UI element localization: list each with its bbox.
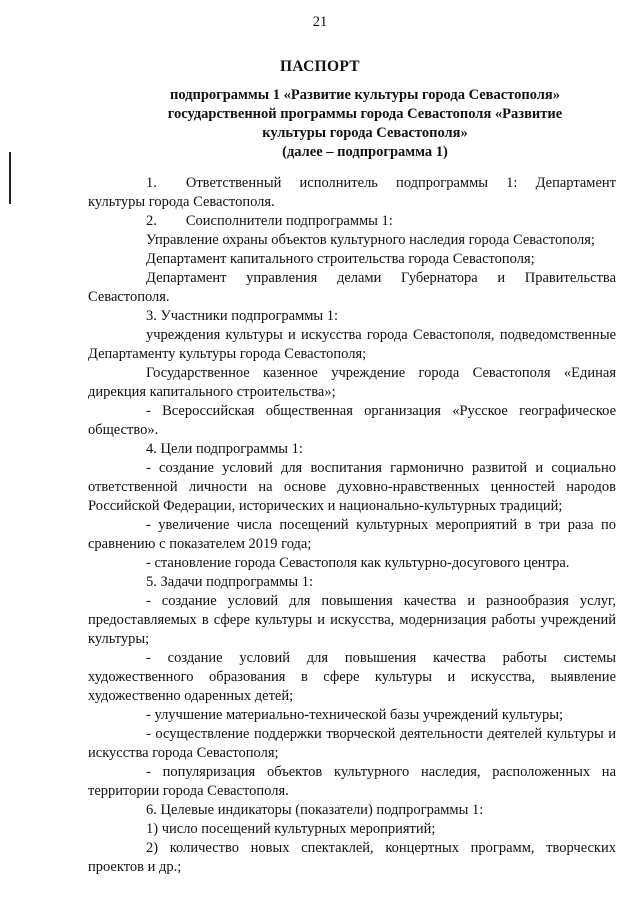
subtitle-line: (далее – подпрограмма 1) [282, 144, 448, 160]
paragraph: - улучшение материально-технической базы учреждений культуры; [146, 707, 564, 723]
paragraph: - создание условий для воспитания гармонично развитой и социально ответственной личности на основе духовно-нравственных ценностей народов Российской Федерации, исторических и национально-культурных традиций; [88, 460, 616, 514]
paragraph-indicators-heading: 6. Целевые индикаторы (показатели) подпрограммы 1: [146, 802, 484, 818]
paragraph: - осуществление поддержки творческой деятельности деятелей культуры и искусства города Севастополя; [88, 726, 616, 761]
paragraph: - популяризация объектов культурного наследия, расположенных на территории города Севастополя. [88, 764, 616, 799]
subtitle-line: культуры города Севастополя» [262, 125, 468, 141]
paragraph: Департамент управления делами Губернатора и Правительства Севастополя. [88, 270, 616, 305]
page-number: 21 [312, 14, 328, 30]
paragraph: - создание условий для повышения качества работы системы художественного образования в сфере культуры и искусства, выявление художественно одаренных детей; [88, 650, 616, 704]
paragraph-responsible-executor: 1. Ответственный исполнитель подпрограммы 1: Департамент культуры города Севастополя. [88, 175, 616, 210]
paragraph-coexecutors-heading: 2. Соисполнители подпрограммы 1: [146, 213, 393, 229]
subtitle-line: подпрограммы 1 «Развитие культуры города Севастополя» [169, 87, 561, 103]
document-subtitle [150, 86, 580, 162]
paragraph: - становление города Севастополя как культурно-досугового центра. [146, 555, 570, 571]
subtitle-line: государственной программы города Севастополя «Развитие [167, 106, 563, 122]
paragraph-participants-heading: 3. Участники подпрограммы 1: [146, 308, 339, 324]
paragraph: - увеличение числа посещений культурных мероприятий в три раза по сравнению с показателем 2019 года; [88, 517, 616, 552]
paragraph: Управление охраны объектов культурного наследия города Севастополя; [146, 232, 595, 248]
paragraph: 1) число посещений культурных мероприятий; [146, 821, 436, 837]
document-body [88, 174, 616, 877]
paragraph: 2) количество новых спектаклей, концертных программ, творческих проектов и др.; [88, 840, 616, 875]
paragraph: - создание условий для повышения качества и разнообразия услуг, предоставляемых в сфере культуры и искусства, модернизация работы учреждений культуры; [88, 593, 616, 647]
paragraph-tasks-heading: 5. Задачи подпрограммы 1: [146, 574, 313, 590]
paragraph-goals-heading: 4. Цели подпрограммы 1: [146, 441, 303, 457]
paragraph: учреждения культуры и искусства города Севастополя, подведомственные Департаменту культуры города Севастополя; [88, 327, 616, 362]
paragraph: Департамент капитального строительства города Севастополя; [146, 251, 535, 267]
paragraph: Государственное казенное учреждение города Севастополя «Единая дирекция капитального строительства»; [88, 365, 616, 400]
paragraph: - Всероссийская общественная организация «Русское географическое общество». [88, 403, 616, 438]
margin-mark [9, 152, 11, 204]
document-title: ПАСПОРТ [280, 58, 360, 75]
